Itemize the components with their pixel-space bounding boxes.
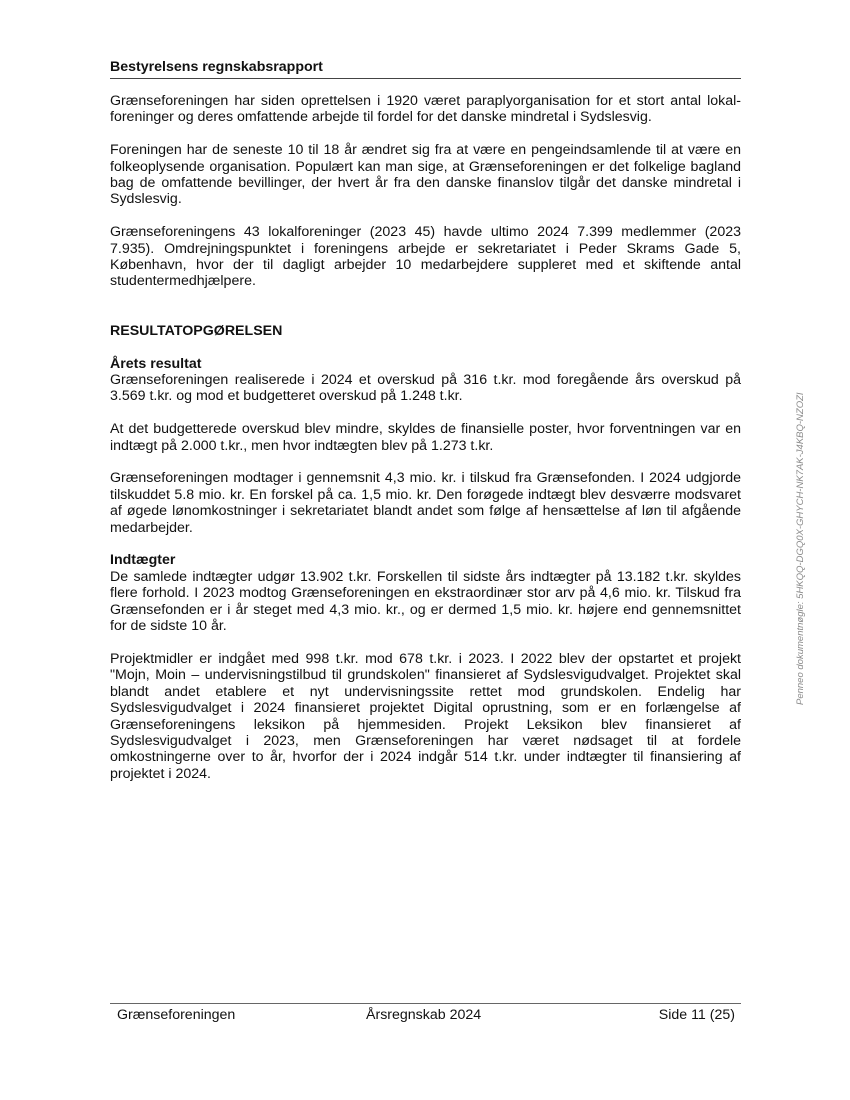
arets-resultat-heading: Årets resultat <box>110 355 202 372</box>
arets-resultat-paragraph-1: Grænseforeningen realiserede i 2024 et overskud på 316 t.kr. mod foregående års overskud på 3.569 t.kr. og mod et budgetteret overskud på 1.248 t.kr. <box>110 372 741 405</box>
page-title: Bestyrelsens regnskabsrapport <box>110 59 323 75</box>
indtaegter-block <box>110 552 741 782</box>
indtaegter-heading: Indtægter <box>110 552 176 569</box>
footer-report-title: Årsregnskab 2024 <box>366 1007 482 1023</box>
arets-resultat-block <box>110 356 741 536</box>
footer-page-number: Side 11 (25) <box>658 1007 735 1023</box>
indtaegter-paragraph-2: Projektmidler er indgået med 998 t.kr. mod 678 t.kr. i 2023. I 2022 blev der opstartet et projekt "Mojn, Moin – undervisningstilbud til grundskolen" finansieret af Sydslesvigudvalget. Projektet skal blandt andet etablere et nyt undervisningssite rettet mod grundskolen. Endelig har Sydslesvigudvalget i 2024 finansieret projektet Digital oprustning, som er en forlængelse af Grænseforeningens leksikon på hjemmesiden. Projekt Leksikon blev finansieret af Sydslesvigudvalget i 2023, men Grænseforeningen har været nødsaget til at fordele omkostningerne over to år, hvorfor der i 2024 indgår 514 t.kr. under indtægter til finansiering af projektet i 2024. <box>110 650 741 782</box>
footer-organization: Grænseforeningen <box>117 1007 236 1023</box>
indtaegter-paragraph-1: De samlede indtægter udgør 13.902 t.kr. Forskellen til sidste års indtægter på 13.182 t.kr. skyldes flere forhold. I 2023 modtog Grænseforeningen en ekstraordinær stor arv på 4,6 mio. kr. Tilskud fra Grænsefonden er i år steget med 4,3 mio. kr., og er dermed 1,5 mio. kr. højere end gennemsnittet for de sidste 10 år. <box>110 568 741 635</box>
document-body <box>110 93 741 799</box>
arets-resultat-paragraph-2: At det budgetterede overskud blev mindre, skyldes de finansielle poster, hvor forventningen var en indtægt på 2.000 t.kr., men hvor indtægten blev på 1.273 t.kr. <box>110 421 741 454</box>
page-header <box>110 59 741 79</box>
intro-paragraph-3: Grænseforeningens 43 lokalforeninger (2023 45) havde ultimo 2024 7.399 medlemmer (2023 7.935). Omdrejningspunktet i foreningens arbejde er sekretariatet i Peder Skrams Gade 5, København, hvor der til dagligt arbejder 10 medarbejdere suppleret med et skiftende antal studentermedhjælpere. <box>110 224 741 290</box>
intro-paragraph-2: Foreningen har de seneste 10 til 18 år ændret sig fra at være en pengeindsamlende til at være en folkeoplysende organisation. Populært kan man sige, at Grænseforeningen er det folkelige bagland bag de omfattende bevillinger, der hvert år fra den danske finanslov tilgår det danske mindretal i Sydslesvig. <box>110 142 741 208</box>
page-footer <box>110 1003 741 1028</box>
arets-resultat-paragraph-3: Grænseforeningen modtager i gennemsnit 4,3 mio. kr. i tilskud fra Grænsefonden. I 2024 udgjorde tilskuddet 5.8 mio. kr. En forskel på ca. 1,5 mio. kr. Den forøgede indtægt blev desværre modsvaret af øgede lønomkostninger i sekretariatet blandt andet som følge af hensættelse af løn til afgående medarbejder. <box>110 470 741 536</box>
section-title: RESULTATOPGØRELSEN <box>110 322 283 339</box>
intro-paragraph-1: Grænseforeningen har siden oprettelsen i 1920 været paraplyorganisation for et stort antal lokal-foreninger og deres omfattende arbejde til fordel for det danske mindretal i Sydslesvig. <box>110 93 741 126</box>
penneo-document-key: Penneo dokumentnøgle: 5HKQQ-DGQ0X-GHYCH-NK7AK-J4KBQ-NZOZI <box>795 392 806 705</box>
